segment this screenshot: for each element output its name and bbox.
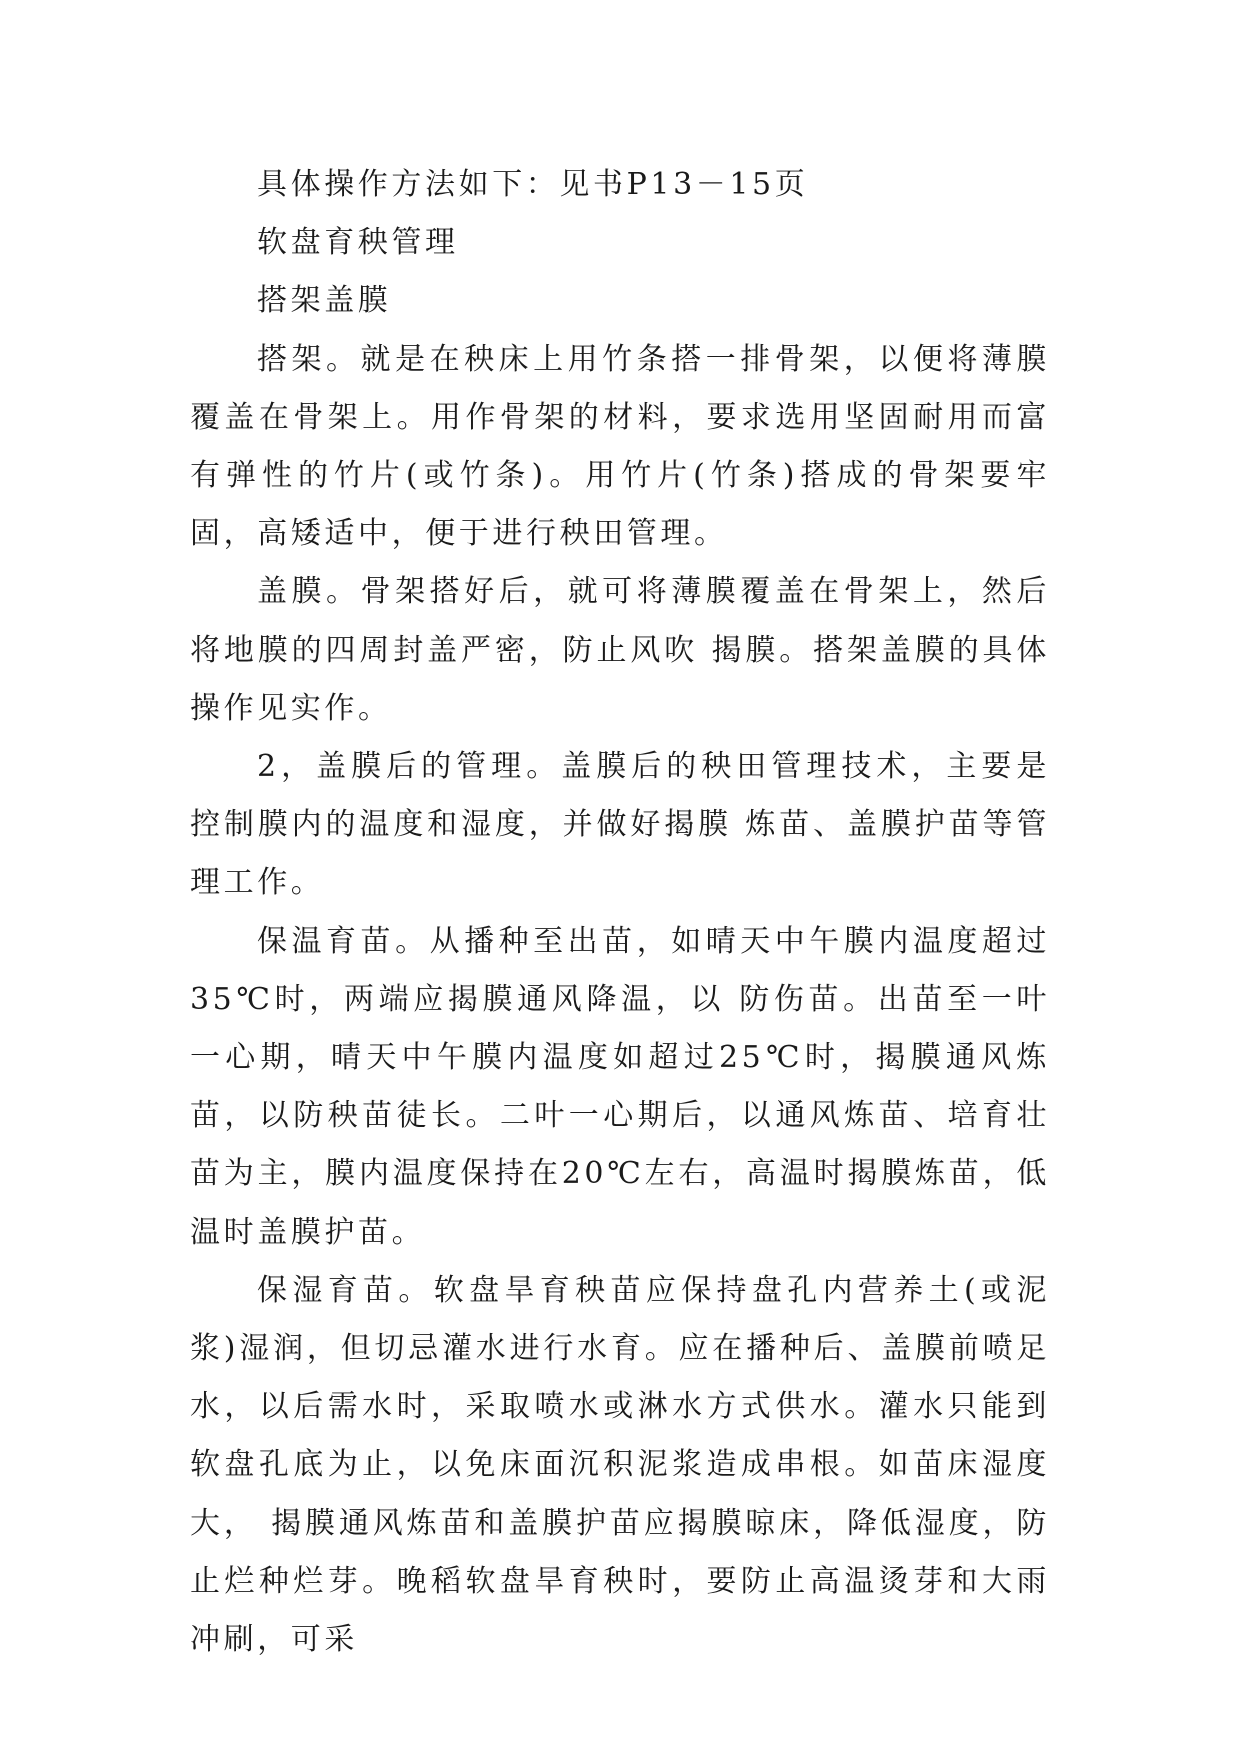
- heading-frame-and-film: 搭架盖膜: [257, 283, 392, 319]
- paragraph-warm-seedling: 保温育苗。从播种至出苗，如晴天中午膜内温度超过35℃时，两端应揭膜通风降温，以 防伤苗。出苗至一叶一心期，晴天中午膜内温度如超过25℃时，揭膜通风炼苗，以防秧苗徒长。二叶一心期后，以通风炼苗、培育壮苗为主，膜内温度保持在20℃左右，高温时揭膜炼苗，低温时盖膜护苗。: [190, 923, 1050, 1250]
- paragraph-film-covering: 盖膜。骨架搭好后，就可将薄膜覆盖在骨架上，然后将地膜的四周封盖严密，防止风吹 揭膜。搭架盖膜的具体操作见实作。: [190, 574, 1050, 726]
- paragraph-post-film-management: 2，盖膜后的管理。盖膜后的秧田管理技术，主要是控制膜内的温度和湿度，并做好揭膜 炼苗、盖膜护苗等管理工作。: [190, 749, 1050, 901]
- document-body: [190, 156, 1050, 1669]
- paragraph-moist-seedling: 保湿育苗。软盘旱育秧苗应保持盘孔内营养土(或泥浆)湿润，但切忌灌水进行水育。应在播种后、盖膜前喷足水，以后需水时，采取喷水或淋水方式供水。灌水只能到软盘孔底为止，以免床面沉积泥浆造成串根。如苗床湿度大， 揭膜通风炼苗和盖膜护苗应揭膜晾床，降低湿度，防止烂种烂芽。晚稻软盘旱育秧时，要防止高温烫芽和大雨冲刷，可采: [190, 1272, 1050, 1658]
- heading-soft-tray-management: 软盘育秧管理: [257, 225, 459, 261]
- paragraph-frame-building: 搭架。就是在秧床上用竹条搭一排骨架，以便将薄膜覆盖在骨架上。用作骨架的材料，要求选用坚固耐用而富有弹性的竹片(或竹条)。用竹片(竹条)搭成的骨架要牢固，高矮适中，便于进行秧田管理。: [190, 341, 1050, 552]
- paragraph-operation-reference: 具体操作方法如下：见书P13－15页: [257, 167, 809, 202]
